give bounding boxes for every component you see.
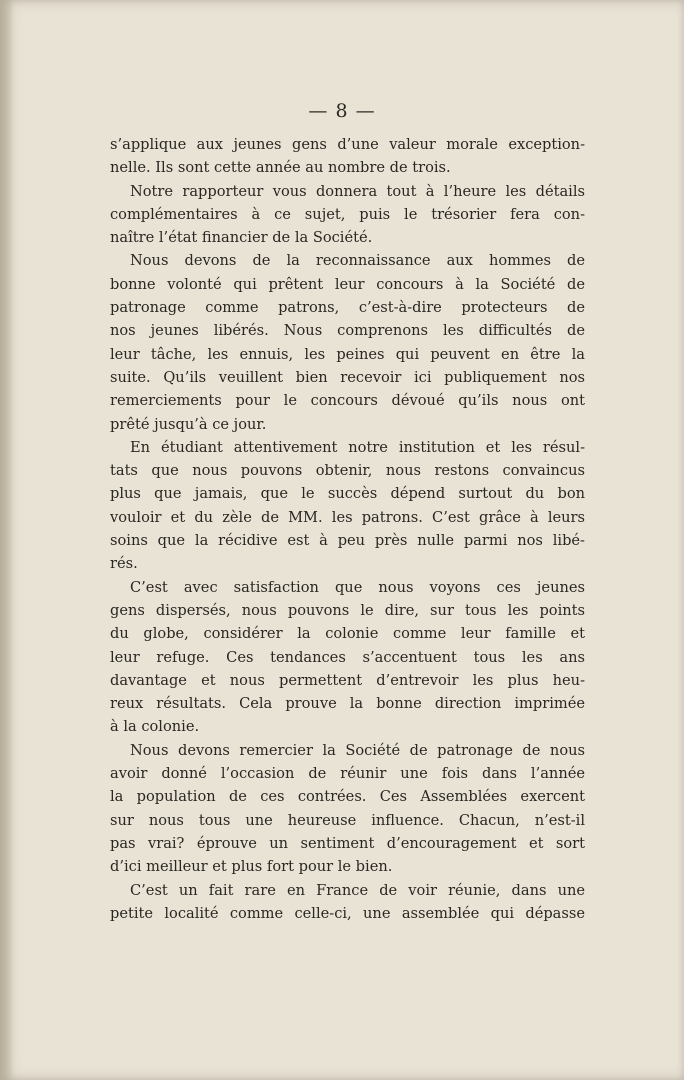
text-line: rés. bbox=[110, 555, 138, 573]
text-line: leur refuge. Ces tendances s’accentuent tous les ans bbox=[110, 648, 585, 666]
text-line: nelle. Ils sont cette année au nombre de trois. bbox=[110, 159, 451, 177]
text-line: avoir donné l’occasion de réunir une fois dans l’année bbox=[110, 765, 585, 783]
text-line: remerciements pour le concours dévoué qu’ils nous ont bbox=[110, 392, 585, 410]
page-number: — 8 — bbox=[308, 100, 376, 122]
text-line: C’est un fait rare en France de voir réunie, dans une bbox=[130, 881, 585, 899]
text-line: gens dispersés, nous pouvons le dire, sur tous les points bbox=[110, 601, 585, 619]
text-line: bonne volonté qui prêtent leur concours à la Société de bbox=[110, 275, 585, 293]
text-line: prêté jusqu’à ce jour. bbox=[110, 415, 267, 433]
text-line: davantage et nous permettent d’entrevoir les plus heu- bbox=[110, 671, 585, 689]
text-line: suite. Qu’ils veuillent bien recevoir ici publiquement nos bbox=[110, 368, 585, 386]
text-line: tats que nous pouvons obtenir, nous restons convaincus bbox=[110, 462, 585, 480]
text-line: plus que jamais, que le succès dépend surtout du bon bbox=[110, 485, 585, 503]
text-line: En étudiant attentivement notre institution et les résul- bbox=[130, 438, 585, 456]
page-gutter-shadow bbox=[0, 0, 14, 1080]
text-line: Nous devons de la reconnaissance aux hommes de bbox=[130, 252, 585, 270]
text-line: C’est avec satisfaction que nous voyons ces jeunes bbox=[130, 578, 585, 596]
text-line: complémentaires à ce sujet, puis le trésorier fera con- bbox=[110, 205, 585, 223]
text-line: sur nous tous une heureuse influence. Chacun, n’est-il bbox=[110, 811, 585, 829]
text-line: pas vrai? éprouve un sentiment d’encouragement et sort bbox=[110, 834, 585, 852]
text-line: patronage comme patrons, c’est-à-dire protecteurs de bbox=[110, 299, 585, 317]
text-line: vouloir et du zèle de MM. les patrons. C’est grâce à leurs bbox=[110, 508, 585, 526]
text-line: reux résultats. Cela prouve la bonne direction imprimée bbox=[110, 695, 585, 713]
text-line: petite localité comme celle-ci, une assemblée qui dépasse bbox=[110, 904, 585, 922]
text-line: soins que la récidive est à peu près nulle parmi nos libé- bbox=[110, 532, 585, 550]
text-line: naître l’état financier de la Société. bbox=[110, 229, 373, 247]
text-line: Notre rapporteur vous donnera tout à l’heure les détails bbox=[130, 182, 585, 200]
body-text bbox=[110, 133, 585, 925]
text-line: à la colonie. bbox=[110, 718, 200, 736]
text-line: s’applique aux jeunes gens d’une valeur morale exception- bbox=[110, 136, 585, 153]
text-line: Nous devons remercier la Société de patronage de nous bbox=[130, 741, 585, 759]
text-line: leur tâche, les ennuis, les peines qui peuvent en être la bbox=[110, 345, 585, 363]
text-line: d’ici meilleur et plus fort pour le bien. bbox=[110, 858, 393, 876]
text-line: nos jeunes libérés. Nous comprenons les difficultés de bbox=[110, 322, 585, 340]
text-line: du globe, considérer la colonie comme leur famille et bbox=[110, 625, 585, 643]
text-line: la population de ces contrées. Ces Assemblées exercent bbox=[110, 788, 585, 806]
